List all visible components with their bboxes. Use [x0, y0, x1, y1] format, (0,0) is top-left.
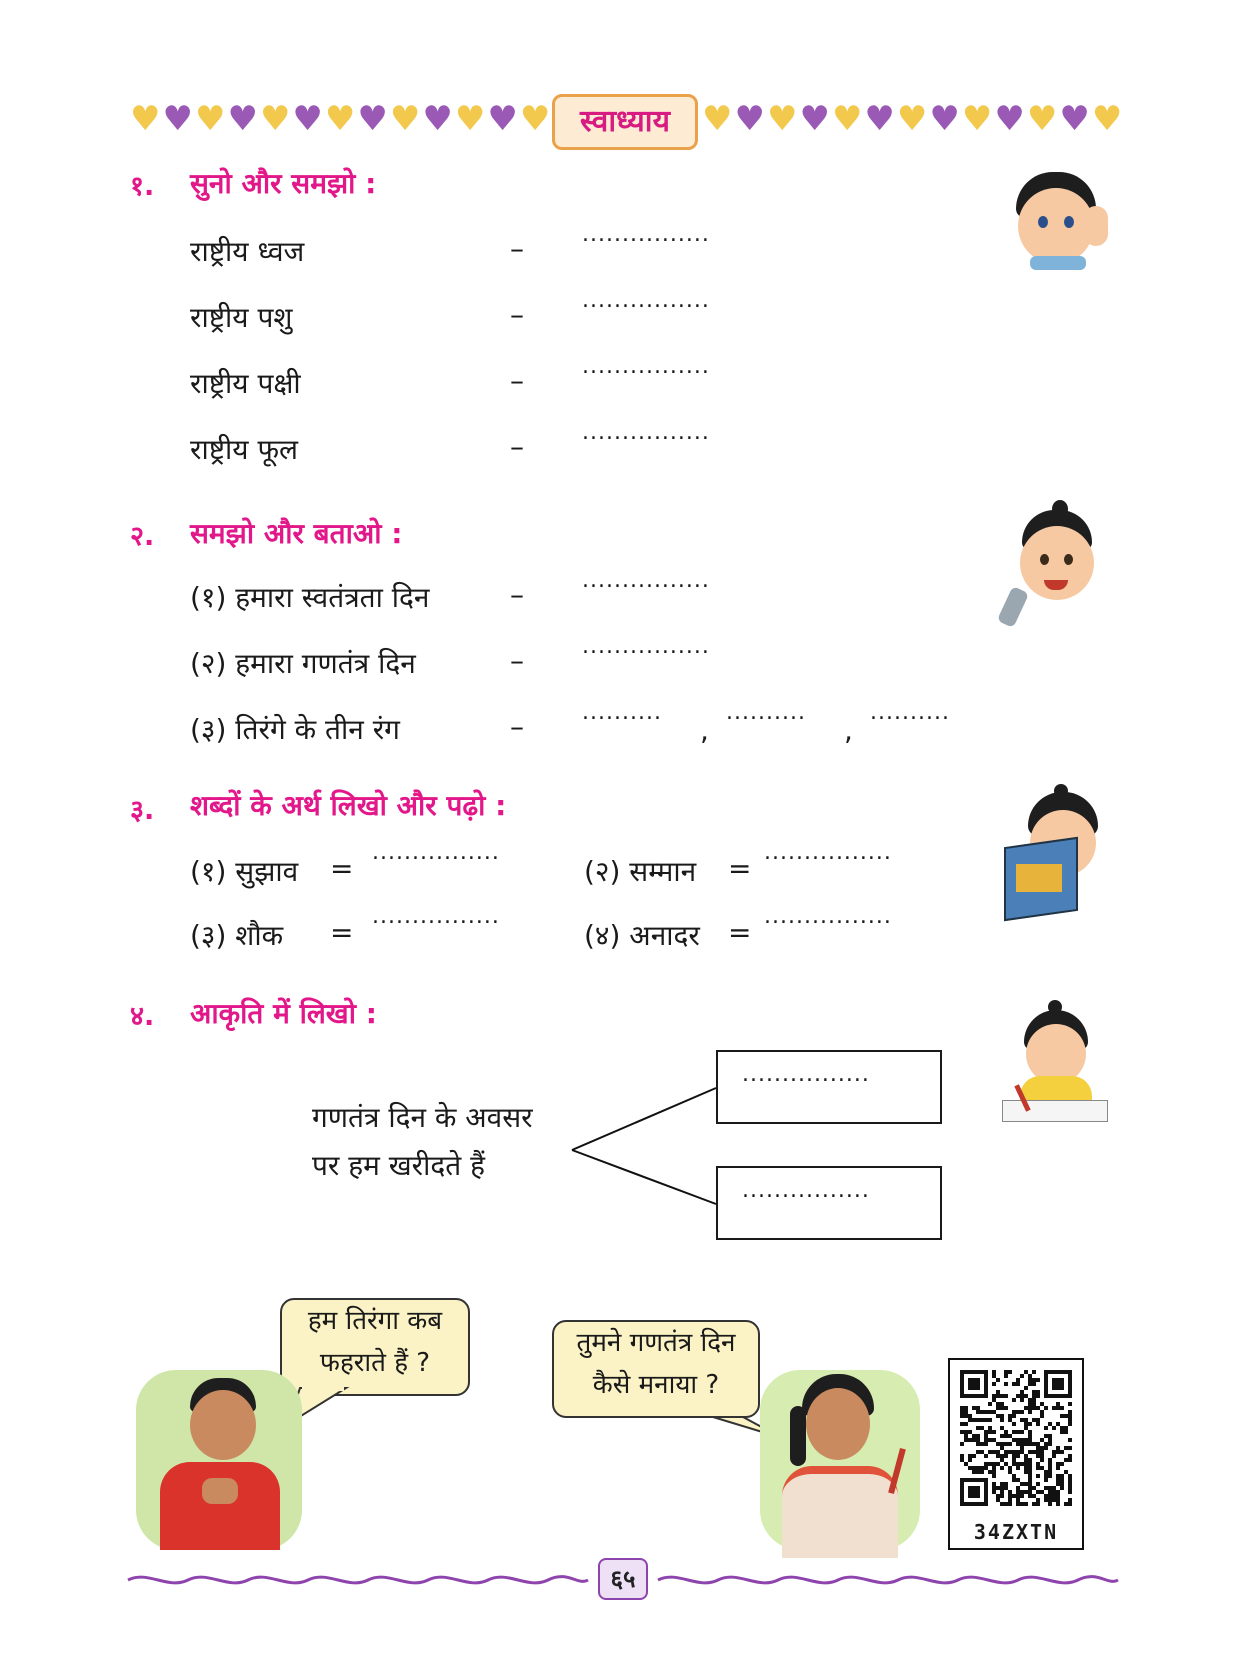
heart-decoration-icon: ♥: [292, 99, 323, 139]
q2-dash: –: [510, 644, 524, 677]
q2-color-blank[interactable]: ..........: [582, 700, 662, 725]
heart-decoration-icon: ♥: [324, 99, 356, 139]
boy-photo-illustration: [136, 1370, 302, 1550]
q3-equals: =: [330, 852, 354, 885]
q4-center-text-line2: पर हम खरीदते हैं: [312, 1149, 485, 1182]
heart-decoration-icon: ♥: [864, 99, 895, 139]
q2-dash: –: [510, 578, 524, 611]
q4-heading: आकृति में लिखो :: [190, 997, 377, 1030]
girl-speech-line2: कैसे मनाया ?: [592, 1370, 720, 1400]
q3-number: ३.: [130, 795, 155, 826]
q2-answer-blank[interactable]: ................: [582, 568, 710, 593]
q2-dash: –: [510, 710, 524, 743]
q2-item: (१) हमारा स्वतंत्रता दिन: [190, 581, 430, 614]
heart-decoration-icon: ♥: [194, 99, 226, 139]
q4-answer-blank[interactable]: ................: [742, 1178, 870, 1203]
heart-decoration-icon: ♥: [702, 99, 733, 139]
page-title: स्वाध्याय: [552, 94, 698, 150]
heart-decoration-icon: ♥: [799, 99, 830, 139]
heart-decoration-icon: ♥: [961, 99, 993, 139]
q4-number: ४.: [130, 1001, 155, 1032]
q4-answer-blank[interactable]: ................: [742, 1062, 870, 1087]
q2-item: (२) हमारा गणतंत्र दिन: [190, 647, 416, 680]
q2-color-blank[interactable]: ..........: [870, 700, 950, 725]
q3-item: (२) सम्मान: [584, 855, 697, 888]
q1-number: १.: [130, 171, 155, 202]
q1-item: राष्ट्रीय फूल: [190, 433, 299, 466]
q2-comma: ,: [844, 714, 853, 747]
heart-decoration-icon: ♥: [487, 99, 518, 139]
q1-answer-blank[interactable]: ................: [582, 420, 710, 445]
q1-dash: –: [510, 298, 524, 331]
q2-item: (३) तिरंगे के तीन रंग: [190, 713, 400, 746]
girl-speech-bubble: [552, 1320, 760, 1418]
q1-answer-blank[interactable]: ................: [582, 354, 710, 379]
heart-decoration-icon: ♥: [929, 99, 960, 139]
q1-dash: –: [510, 232, 524, 265]
q1-item: राष्ट्रीय पशु: [190, 301, 293, 334]
q1-heading: सुनो और समझो :: [190, 167, 377, 200]
qr-code[interactable]: [948, 1358, 1084, 1550]
heart-decoration-icon: ♥: [389, 99, 421, 139]
heart-decoration-icon: ♥: [1091, 99, 1123, 139]
q3-meaning-blank[interactable]: ................: [372, 904, 500, 929]
qr-code-label: 34ZXTN: [973, 1520, 1059, 1544]
heart-decoration-icon: ♥: [519, 99, 551, 139]
heart-decoration-icon: ♥: [734, 99, 765, 139]
q1-dash: –: [510, 364, 524, 397]
q3-equals: =: [330, 916, 354, 949]
q3-heading: शब्दों के अर्थ लिखो और पढ़ो :: [190, 789, 507, 822]
q1-answer-blank[interactable]: ................: [582, 288, 710, 313]
heart-decoration-icon: ♥: [357, 99, 388, 139]
heart-decoration-icon: ♥: [1059, 99, 1090, 139]
girl-photo-illustration: [760, 1370, 920, 1550]
q1-item: राष्ट्रीय पक्षी: [190, 367, 301, 400]
heart-decoration-icon: ♥: [831, 99, 863, 139]
boy-speech-line2: फहराते हैं ?: [319, 1348, 431, 1378]
q3-item: (१) सुझाव: [190, 855, 299, 888]
q2-color-blank[interactable]: ..........: [726, 700, 806, 725]
q2-number: २.: [130, 521, 155, 552]
q1-dash: –: [510, 430, 524, 463]
q2-answer-blank[interactable]: ................: [582, 634, 710, 659]
heart-decoration-icon: ♥: [896, 99, 928, 139]
boy-speech-line1: हम तिरंगा कब: [307, 1306, 443, 1336]
q3-item: (४) अनादर: [584, 919, 700, 952]
q1-answer-blank[interactable]: ................: [582, 222, 710, 247]
q3-meaning-blank[interactable]: ................: [764, 904, 892, 929]
heart-decoration-icon: ♥: [994, 99, 1025, 139]
q3-meaning-blank[interactable]: ................: [372, 840, 500, 865]
heart-decoration-icon: ♥: [227, 99, 258, 139]
qr-pattern: [960, 1370, 1072, 1506]
heart-decoration-icon: ♥: [766, 99, 798, 139]
heart-decoration-icon: ♥: [422, 99, 453, 139]
q2-heading: समझो और बताओ :: [190, 517, 403, 550]
heart-decoration-icon: ♥: [130, 99, 161, 139]
heart-decoration-icon: ♥: [454, 99, 486, 139]
q3-equals: =: [728, 852, 752, 885]
q1-item: राष्ट्रीय ध्वज: [190, 235, 305, 268]
q2-comma: ,: [700, 714, 709, 747]
q3-item: (३) शौक: [190, 919, 284, 952]
page-number: ६५: [598, 1558, 648, 1600]
q4-center-text-line1: गणतंत्र दिन के अवसर: [312, 1101, 533, 1134]
girl-speech-line1: तुमने गणतंत्र दिन: [576, 1328, 736, 1358]
q3-equals: =: [728, 916, 752, 949]
heart-decoration-icon: ♥: [162, 99, 193, 139]
heart-decoration-icon: ♥: [1026, 99, 1058, 139]
heart-decoration-icon: ♥: [259, 99, 291, 139]
q3-meaning-blank[interactable]: ................: [764, 840, 892, 865]
